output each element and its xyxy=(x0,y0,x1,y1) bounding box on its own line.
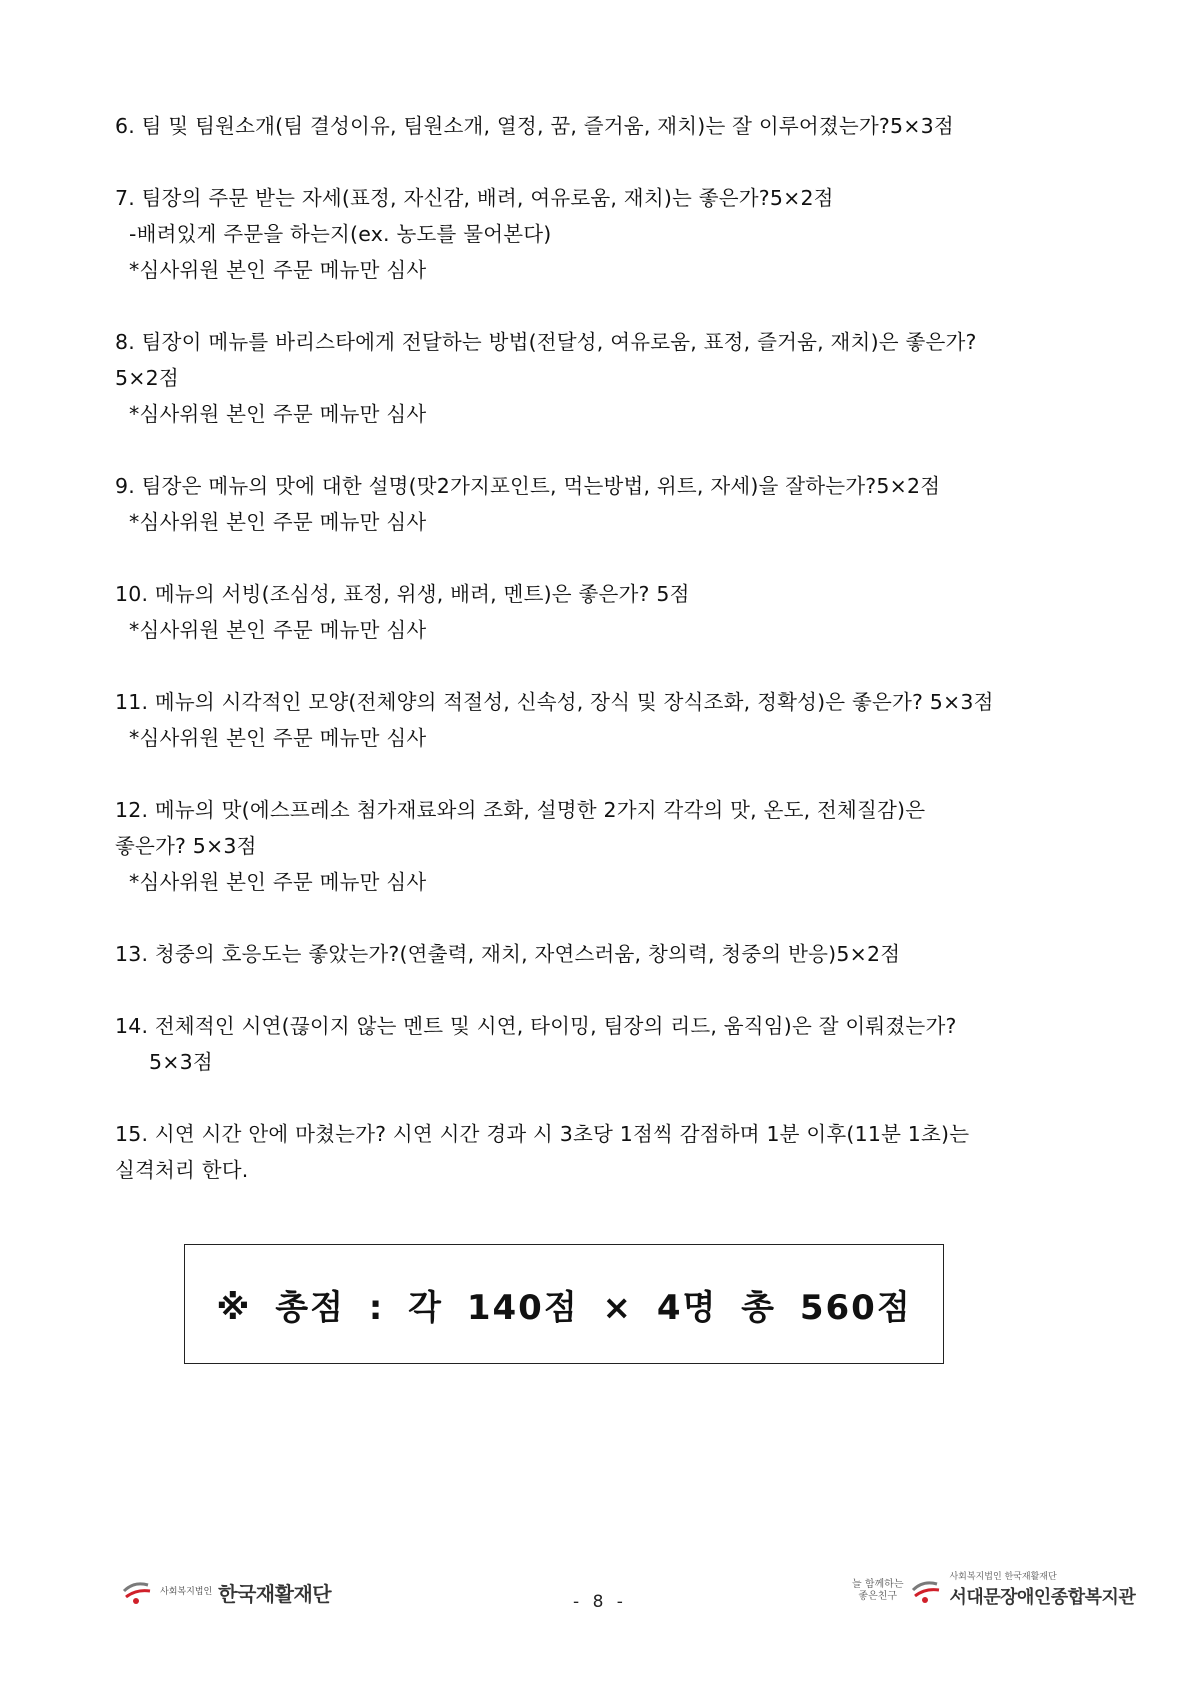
criteria-note: *심사위원 본인 주문 메뉴만 심사 xyxy=(129,726,427,750)
criteria-note: 실격처리 한다. xyxy=(115,1158,249,1182)
criteria-note: 5×3점 xyxy=(149,1050,213,1074)
welfare-center-logo-icon xyxy=(909,1576,943,1606)
footer-right-small-text: 사회복지법인 한국재활재단 xyxy=(949,1572,1057,1582)
criteria-text: 9. 팀장은 메뉴의 맛에 대한 설명(맛2가지포인트, 먹는방법, 위트, 자세)을 잘하는가?5×2점 xyxy=(115,474,941,498)
criteria-item xyxy=(115,576,1045,648)
criteria-item xyxy=(115,1116,1045,1188)
criteria-note: 좋은가? 5×3점 xyxy=(115,834,257,858)
page-number: - 8 - xyxy=(573,1592,627,1612)
criteria-note: -배려있게 주문을 하는지(ex. 농도를 물어본다) xyxy=(129,222,552,246)
criteria-text: 6. 팀 및 팀원소개(팀 결성이유, 팀원소개, 열정, 꿈, 즐거움, 재치)는 잘 이루어졌는가?5×3점 xyxy=(115,114,954,138)
footer-right-org-name: 서대문장애인종합복지관 xyxy=(949,1587,1136,1608)
criteria-item xyxy=(115,180,1045,288)
criteria-text: 10. 메뉴의 서빙(조심성, 표정, 위생, 배려, 멘트)은 좋은가? 5점 xyxy=(115,582,690,606)
criteria-item xyxy=(115,936,1045,972)
criteria-item xyxy=(115,684,1045,756)
criteria-text: 14. 전체적인 시연(끊이지 않는 멘트 및 시연, 타이밍, 팀장의 리드, 움직임)은 잘 이뤄졌는가? xyxy=(115,1014,957,1038)
criteria-note: 5×2점 xyxy=(115,366,179,390)
criteria-item xyxy=(115,324,1045,432)
slogan-line-1: 늘 함께하는 xyxy=(852,1578,904,1590)
criteria-item xyxy=(115,108,1045,144)
footer-left-small-text: 사회복지법인 xyxy=(160,1587,213,1597)
criteria-text: 11. 메뉴의 시각적인 모양(전체양의 적절성, 신속성, 장식 및 장식조화, 정확성)은 좋은가? 5×3점 xyxy=(115,690,994,714)
slogan-line-2: 좋은친구 xyxy=(858,1590,898,1602)
evaluation-criteria-list xyxy=(115,108,1045,1224)
criteria-note: *심사위원 본인 주문 메뉴만 심사 xyxy=(129,402,427,426)
criteria-text: 8. 팀장이 메뉴를 바리스타에게 전달하는 방법(전달성, 여유로움, 표정, 즐거움, 재치)은 좋은가? xyxy=(115,330,977,354)
footer-left-org-name: 한국재활재단 xyxy=(218,1581,332,1606)
slogan-block xyxy=(852,1579,903,1603)
criteria-item xyxy=(115,792,1045,900)
criteria-note: *심사위원 본인 주문 메뉴만 심사 xyxy=(129,870,427,894)
total-score-text: ※ 총점 : 각 140점 × 4명 총 560점 xyxy=(216,1287,912,1328)
criteria-item xyxy=(115,468,1045,540)
criteria-text: 7. 팀장의 주문 받는 자세(표정, 자신감, 배려, 여유로움, 재치)는 좋은가?5×2점 xyxy=(115,186,834,210)
total-score-box xyxy=(184,1244,944,1364)
criteria-text: 12. 메뉴의 맛(에스프레소 첨가재료와의 조화, 설명한 2가지 각각의 맛, 온도, 전체질감)은 xyxy=(115,798,926,822)
criteria-note: *심사위원 본인 주문 메뉴만 심사 xyxy=(129,618,427,642)
welfare-center-name-block xyxy=(949,1572,1135,1609)
criteria-text: 13. 청중의 호응도는 좋았는가?(연출력, 재치, 자연스러움, 창의력, 청중의 반응)5×2점 xyxy=(115,942,901,966)
criteria-text: 15. 시연 시간 안에 마쳤는가? 시연 시간 경과 시 3초당 1점씩 감점하며 1분 이후(11분 1초)는 xyxy=(115,1122,970,1146)
criteria-note: *심사위원 본인 주문 메뉴만 심사 xyxy=(129,258,427,282)
criteria-note: *심사위원 본인 주문 메뉴만 심사 xyxy=(129,510,427,534)
footer-right-logo xyxy=(852,1572,1135,1609)
criteria-item xyxy=(115,1008,1045,1080)
